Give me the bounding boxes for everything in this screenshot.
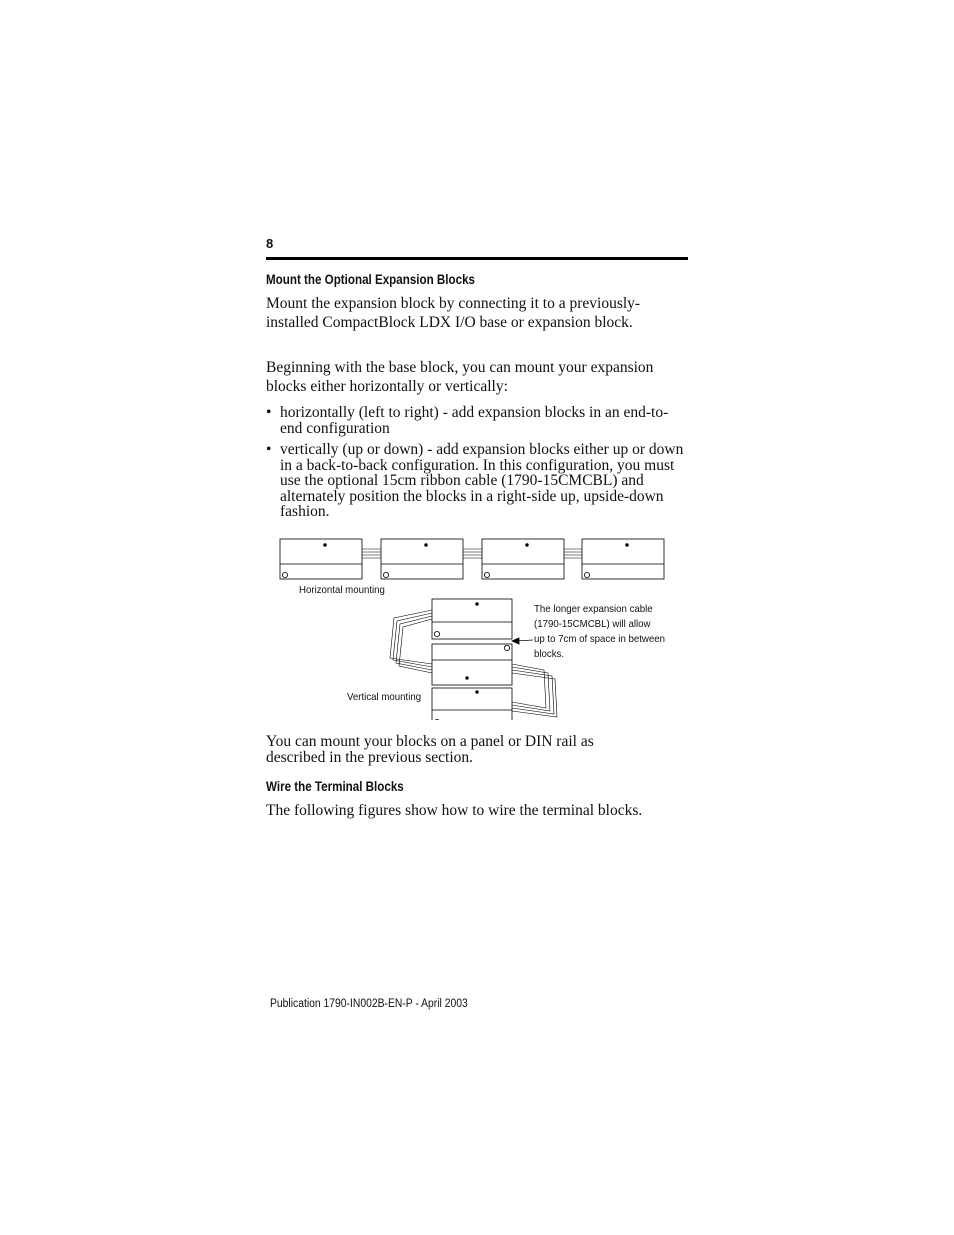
horizontal-block-2: [381, 539, 463, 579]
bullet-vertical-text: vertically (up or down) - add expansion blocks either up or down in a back-to-back configuration. In this configuration, you must use the optional 15cm ribbon cable (1790-15CMCBL) and alternately position the blocks in a right-side up, upside-down fashion.: [280, 441, 684, 521]
header-rule: [266, 257, 688, 260]
callout-line-4: blocks.: [534, 648, 565, 660]
section-heading-mount: Mount the Optional Expansion Blocks: [266, 272, 475, 287]
vertical-block-middle: [432, 644, 512, 685]
callout-text: [534, 602, 665, 662]
vertical-block-top: [432, 599, 512, 639]
label-horizontal-mounting: Horizontal mounting: [299, 584, 385, 596]
page-number: 8: [266, 236, 274, 251]
horizontal-block-1: [280, 539, 362, 579]
callout-line-2: (1790-15CMCBL) will allow: [534, 618, 651, 630]
section-heading-wire: Wire the Terminal Blocks: [266, 779, 404, 794]
paragraph-wire-intro: The following figures show how to wire the terminal blocks.: [266, 802, 643, 819]
horizontal-ribbon-1: [362, 549, 381, 558]
callout-arrow: [512, 638, 533, 644]
bullet-horizontal-text: horizontally (left to right) - add expansion blocks in an end-to-end configuration: [280, 404, 669, 437]
horizontal-ribbon-3: [564, 549, 582, 558]
bullet-horizontal: [266, 404, 690, 437]
horizontal-ribbon-2: [463, 549, 482, 558]
paragraph-mount-orientation: Beginning with the base block, you can mount your expansion blocks either horizontally or vertically:: [266, 359, 654, 395]
bullet-vertical: [266, 441, 690, 521]
bullet-marker: •: [266, 441, 272, 458]
publication-footer: Publication 1790-IN002B-EN-P - April 2003: [270, 998, 468, 1010]
bullet-marker: •: [266, 404, 272, 421]
vertical-block-bottom: [432, 688, 512, 720]
callout-line-3: up to 7cm of space in between: [534, 633, 666, 645]
paragraph-mount-panel: You can mount your blocks on a panel or DIN rail as described in the previous section.: [266, 733, 594, 766]
callout-line-1: The longer expansion cable: [534, 603, 653, 615]
horizontal-block-4: [582, 539, 664, 579]
vertical-ribbon-left: [390, 610, 432, 673]
label-vertical-mounting: Vertical mounting: [347, 691, 422, 703]
paragraph-mount-intro: Mount the expansion block by connecting it to a previously-installed CompactBlock LDX I/O base or expansion block.: [266, 295, 641, 331]
horizontal-block-3: [482, 539, 564, 579]
vertical-ribbon-right: [512, 664, 557, 717]
